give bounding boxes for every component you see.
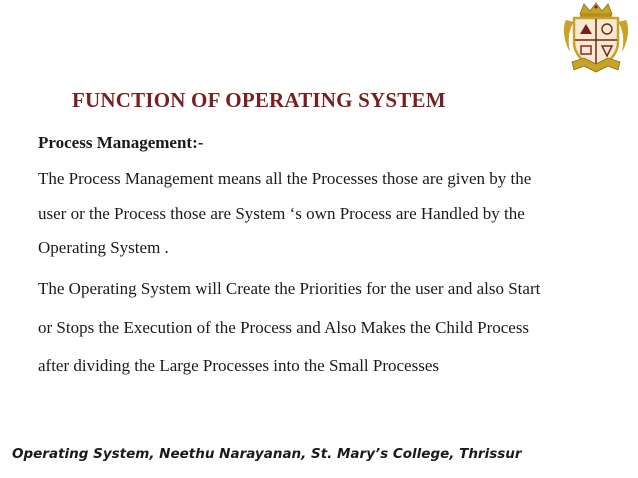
college-crest-icon: [562, 2, 630, 74]
section-heading: Process Management:-: [38, 133, 204, 152]
body-line: or Stops the Execution of the Process and Also Makes the Child Process: [38, 318, 530, 337]
body-line: Operating System .: [38, 238, 169, 257]
body-line: user or the Process those are System ‘s own Process are Handled by the: [38, 204, 525, 223]
slide-title: FUNCTION OF OPERATING SYSTEM: [72, 88, 446, 112]
body-line: after dividing the Large Processes into the Small Processes: [38, 356, 439, 375]
footer-caption: Operating System, Neethu Narayanan, St. Mary’s College, Thrissur: [12, 446, 522, 462]
body-line: The Process Management means all the Processes those are given by the: [38, 169, 532, 188]
body-line: The Operating System will Create the Priorities for the user and also Start: [38, 279, 541, 298]
